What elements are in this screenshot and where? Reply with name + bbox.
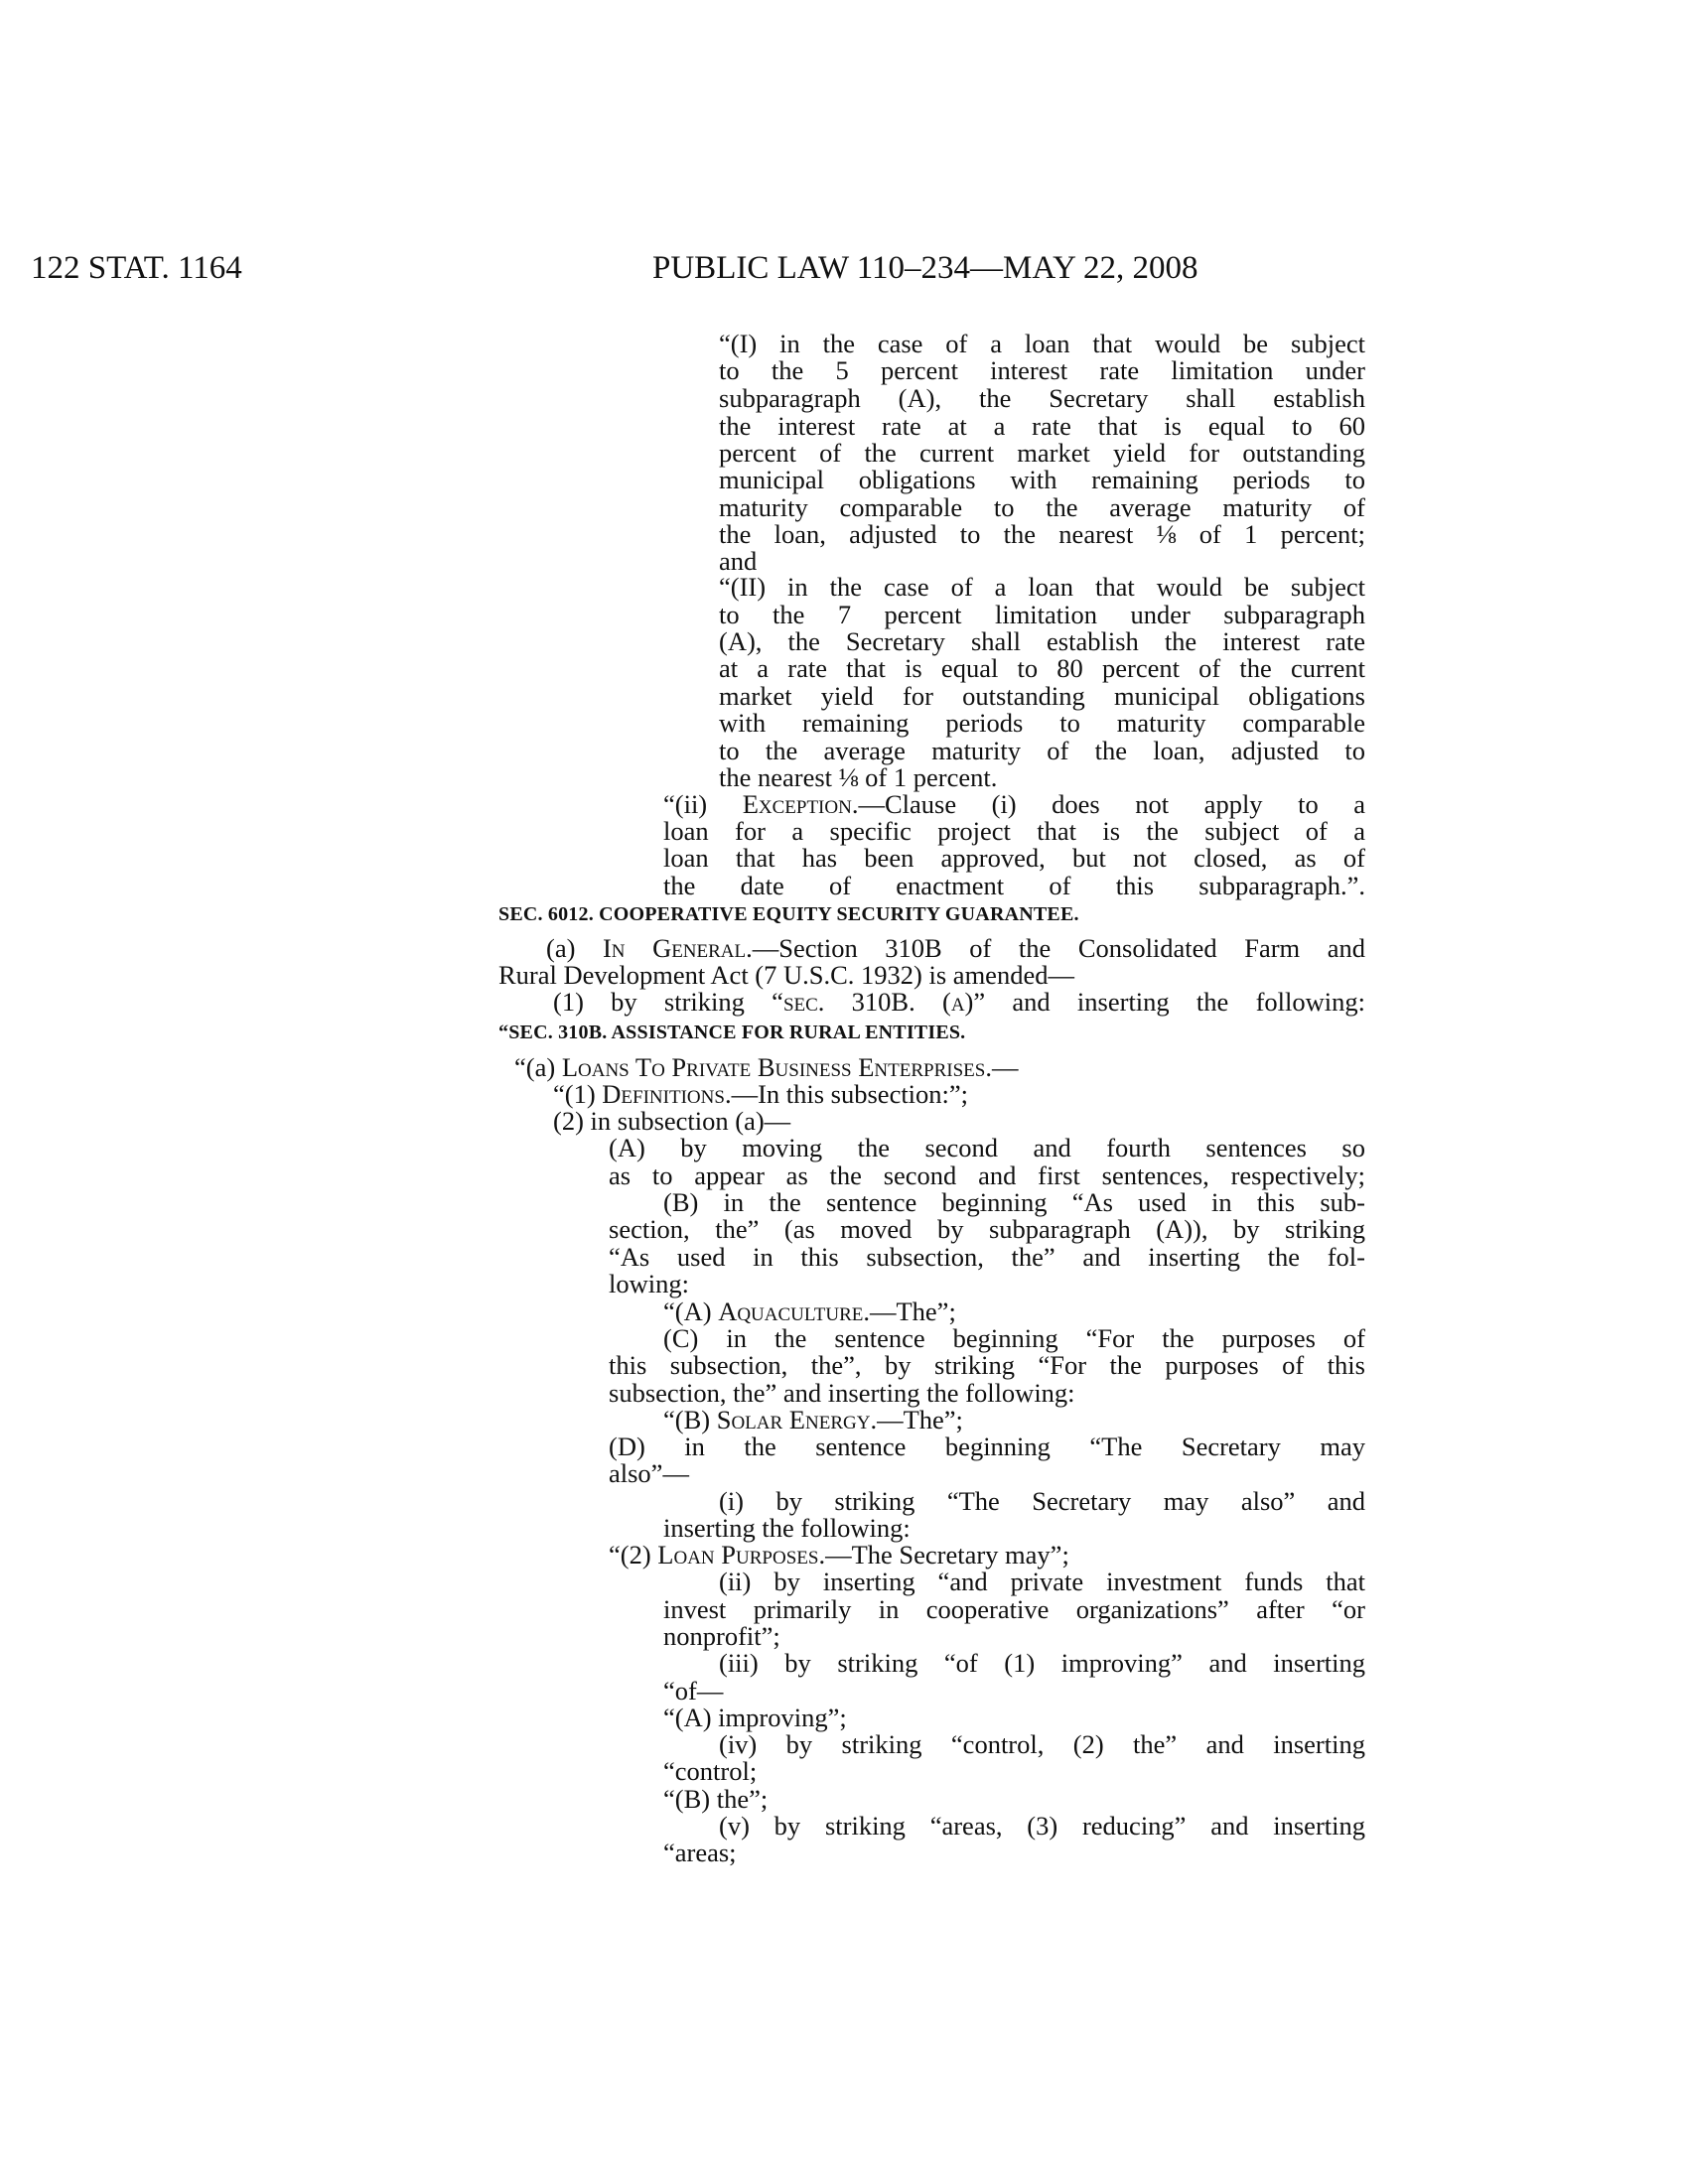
text-line: subsection, the” and inserting the following: <box>609 1378 1075 1408</box>
text-line: (a) In General.—Section 310B of the Consolidated Farm and <box>546 933 1365 963</box>
text-line: the interest rate at a rate that is equal to 60 <box>719 411 1365 441</box>
text-line: (1) by striking “sec. 310B. (a)” and inserting the following: <box>553 987 1365 1017</box>
text-line: “control; <box>663 1756 758 1786</box>
text-line: “(B) Solar Energy.—The”; <box>663 1405 963 1434</box>
text-line: (iii) by striking “of (1) improving” and inserting <box>719 1648 1365 1678</box>
text-line: inserting the following: <box>663 1513 911 1543</box>
section-heading: “SEC. 310B. ASSISTANCE FOR RURAL ENTITIES. <box>498 1022 966 1043</box>
page-stat-number: 122 STAT. 1164 <box>31 250 242 286</box>
text-line: (iv) by striking “control, (2) the” and inserting <box>719 1729 1365 1759</box>
text-line: section, the” (as moved by subparagraph (A)), by striking <box>609 1214 1365 1244</box>
text-line: municipal obligations with remaining periods to <box>719 465 1365 494</box>
text-line: “(II) in the case of a loan that would be subject <box>719 572 1365 602</box>
text-line: Rural Development Act (7 U.S.C. 1932) is amended— <box>498 960 1074 990</box>
text-line: “(2) Loan Purposes.—The Secretary may”; <box>609 1540 1069 1570</box>
text-line: and <box>719 546 758 576</box>
text-line: “(A) Aquaculture.—The”; <box>663 1297 956 1326</box>
text-line: (C) in the sentence beginning “For the purposes of <box>663 1323 1365 1353</box>
text-line: “of— <box>663 1676 724 1706</box>
text-line: (i) by striking “The Secretary may also” and <box>719 1486 1365 1516</box>
text-line: subparagraph (A), the Secretary shall establish <box>719 383 1365 413</box>
text-line: with remaining periods to maturity comparable <box>719 708 1365 738</box>
text-line: “(1) Definitions.—In this subsection:”; <box>553 1079 969 1109</box>
text-line: nonprofit”; <box>663 1621 780 1651</box>
text-line: “(A) improving”; <box>663 1703 847 1732</box>
text-line: maturity comparable to the average maturity of <box>719 492 1365 522</box>
text-line: (B) in the sentence beginning “As used in this sub- <box>663 1187 1365 1217</box>
text-line: invest primarily in cooperative organizations” after “or <box>663 1594 1365 1624</box>
text-line: the date of enactment of this subparagraph.”. <box>663 871 1365 900</box>
text-line: “areas; <box>663 1838 737 1867</box>
text-line: “(I) in the case of a loan that would be subject <box>719 329 1365 358</box>
text-line: (ii) by inserting “and private investment funds that <box>719 1567 1365 1596</box>
text-line: to the 5 percent interest rate limitation under <box>719 355 1365 385</box>
text-line: “(B) the”; <box>663 1784 769 1814</box>
text-line: lowing: <box>609 1269 689 1298</box>
text-line: the nearest ⅛ of 1 percent. <box>719 762 998 792</box>
text-line: to the average maturity of the loan, adjusted to <box>719 736 1365 765</box>
text-line: this subsection, the”, by striking “For the purposes of this <box>609 1350 1365 1380</box>
text-line: to the 7 percent limitation under subparagraph <box>719 600 1365 629</box>
text-line: loan for a specific project that is the subject of a <box>663 816 1365 846</box>
text-line: (v) by striking “areas, (3) reducing” and inserting <box>719 1811 1365 1841</box>
text-line: (A) by moving the second and fourth sentences so <box>609 1133 1365 1162</box>
text-line: the loan, adjusted to the nearest ⅛ of 1 percent; <box>719 519 1365 549</box>
text-line: loan that has been approved, but not closed, as of <box>663 843 1365 873</box>
text-line: at a rate that is equal to 80 percent of the current <box>719 653 1365 683</box>
text-line: (A), the Secretary shall establish the interest rate <box>719 626 1365 656</box>
text-line: (D) in the sentence beginning “The Secretary may <box>609 1432 1365 1461</box>
text-line: percent of the current market yield for outstanding <box>719 438 1365 468</box>
text-line: “(a) Loans To Private Business Enterprises.— <box>514 1052 1019 1082</box>
text-line: (2) in subsection (a)— <box>553 1106 791 1136</box>
text-line: also”— <box>609 1458 689 1488</box>
section-heading: SEC. 6012. COOPERATIVE EQUITY SECURITY GUARANTEE. <box>498 903 1079 925</box>
text-line: market yield for outstanding municipal obligations <box>719 681 1365 711</box>
text-line: as to appear as the second and first sentences, respectively; <box>609 1160 1365 1190</box>
text-line: “(ii) Exception.—Clause (i) does not apply to a <box>663 789 1366 819</box>
page-running-title: PUBLIC LAW 110–234—MAY 22, 2008 <box>652 250 1198 286</box>
text-line: “As used in this subsection, the” and inserting the fol- <box>609 1242 1365 1272</box>
